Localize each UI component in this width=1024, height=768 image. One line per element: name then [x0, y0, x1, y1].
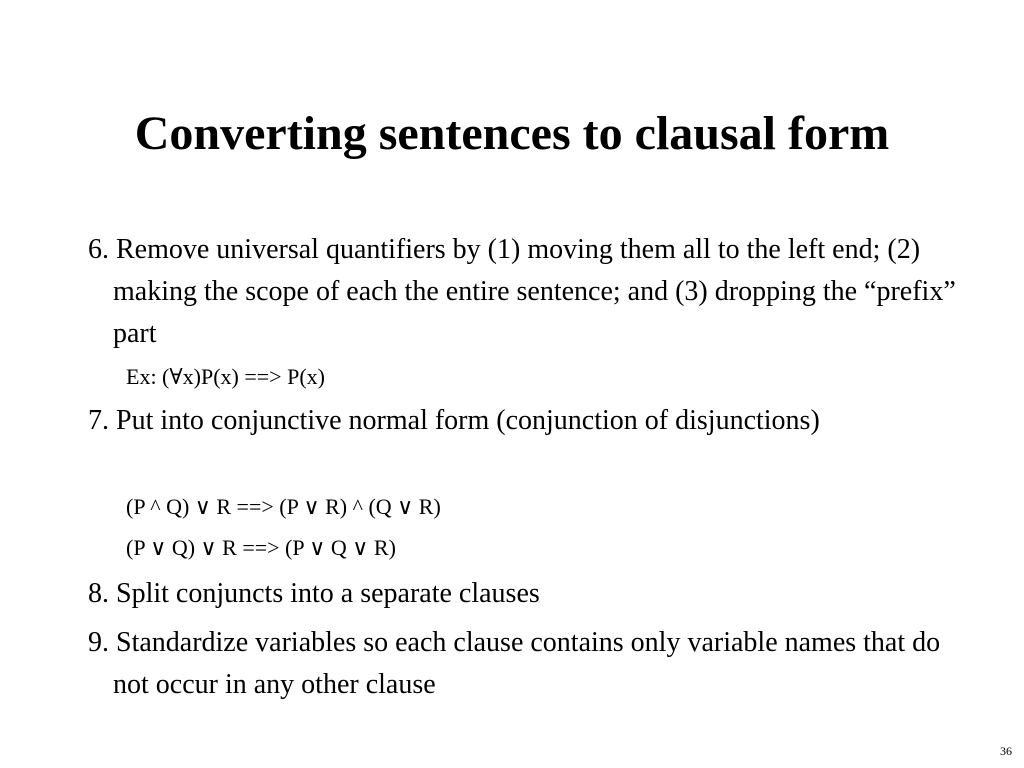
list-item-step-9: 9. Standardize variables so each clause contains only variable names that do not occur in any other clause — [88, 627, 941, 700]
page-number: 36 — [1000, 744, 1012, 758]
example-quantifier-removal: Ex: (∀x)P(x) ==> P(x) — [126, 364, 325, 389]
list-item-step-6: 6. Remove universal quantifiers by (1) moving them all to the left end; (2) making the scope of each the entire sentence; and (3) dropping the “prefix” part — [88, 234, 956, 349]
list-item-step-7: 7. Put into conjunctive normal form (conjunction of disjunctions) — [88, 405, 820, 436]
list-item-step-8: 8. Split conjuncts into a separate clauses — [88, 578, 540, 609]
example-cnf-1: (P ^ Q) ∨ R ==> (P ∨ R) ^ (Q ∨ R) — [126, 494, 441, 519]
slide-title: Converting sentences to clausal form — [134, 107, 890, 160]
example-cnf-2: (P ∨ Q) ∨ R ==> (P ∨ Q ∨ R) — [126, 535, 396, 560]
